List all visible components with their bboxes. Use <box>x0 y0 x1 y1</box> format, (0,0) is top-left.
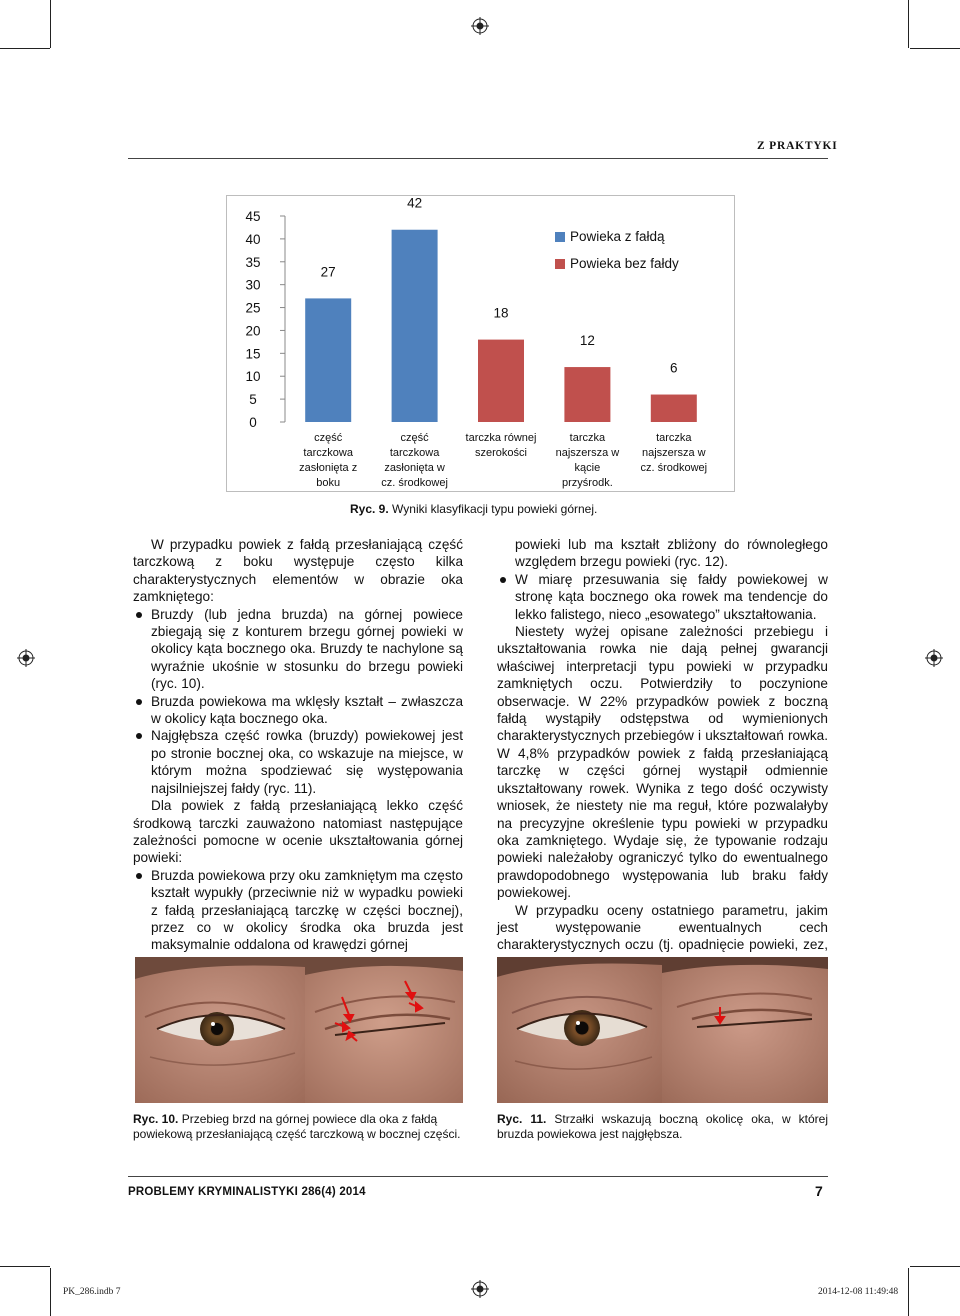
right-column <box>497 536 828 971</box>
registration-mark-icon <box>17 649 35 667</box>
crop-mark <box>910 48 960 49</box>
x-tick-label: cz. środkowej <box>640 462 708 474</box>
bar-value-label: 42 <box>407 196 423 211</box>
figure-10-caption <box>133 1112 465 1142</box>
y-tick-label: 15 <box>245 346 261 362</box>
crop-mark <box>0 1266 50 1267</box>
y-tick-label: 10 <box>245 369 261 385</box>
bar <box>305 298 351 422</box>
y-tick-label: 35 <box>245 254 261 270</box>
figure-11-label: Ryc. 11. <box>497 1112 547 1126</box>
x-tick-label: boku <box>316 477 341 489</box>
eye-photo-closed <box>662 957 828 1103</box>
x-tick-label: przyśrodk. <box>562 477 613 489</box>
bullet-item: Bruzda powiekowa ma wklęsły kształt – zwłaszcza w okolicy kąta bocznego oka. <box>133 693 463 728</box>
bullet-item: Bruzdy (lub jedna bruzda) na górnej powiece zbiegają się z konturem brzegu górnej powieki w okolicy kąta bocznego oka. Bruzdy te nachylone są wyraźnie ukośnie w stosunku do brzegu powieki (ryc. 10). <box>133 606 463 693</box>
x-tick-label: najszersza w <box>555 447 620 459</box>
y-tick-label: 40 <box>245 231 261 247</box>
figure-11-caption <box>497 1112 828 1142</box>
bar-chart <box>226 195 735 492</box>
eye-photo-closed <box>305 957 463 1103</box>
left-column <box>133 536 463 954</box>
crop-mark <box>908 1268 909 1316</box>
figure-10-label: Ryc. 10. <box>133 1112 179 1126</box>
registration-mark-icon <box>471 1280 489 1298</box>
figure-10-text: Przebieg brzd na górnej powiece dla oka z fałdą powiekową przesłaniającą część tarczkową w bocznej części. <box>133 1112 461 1141</box>
x-tick-label: tarczkowa <box>389 447 440 459</box>
slug-date: 2014-12-08 11:49:48 <box>818 1287 899 1297</box>
paragraph: W przypadku powiek z fałdą przesłaniającą część tarczkową z boku występuje często kilka charakterystycznych elementów w obrazie oka zamkniętego: <box>133 537 463 605</box>
paragraph: W przypadku oceny ostatniego parametru, jakim jest występowanie ewentualnych cech charakterystycznych oczu (tj. opadnięcie powieki, zez, <box>497 902 828 953</box>
slug-file: PK_286.indb 7 <box>63 1287 121 1297</box>
crop-mark <box>0 48 50 49</box>
registration-mark-icon <box>471 17 489 35</box>
eye-photo-open <box>135 957 305 1103</box>
header-rule <box>128 158 828 159</box>
x-tick-label: część <box>400 432 429 444</box>
bar <box>478 340 524 422</box>
bar <box>651 395 697 422</box>
journal-title: PROBLEMY KRYMINALISTYKI 286(4) 2014 <box>128 1186 366 1198</box>
crop-mark <box>908 0 909 48</box>
chart-caption <box>350 502 597 516</box>
y-tick-label: 45 <box>245 209 261 224</box>
x-tick-label: najszersza w <box>642 447 706 459</box>
bar <box>392 230 438 422</box>
crop-mark <box>50 0 51 48</box>
legend-label: Powieka z fałdą <box>570 229 665 244</box>
bar-value-label: 6 <box>670 360 678 376</box>
legend-swatch <box>555 259 565 269</box>
x-tick-label: tarczkowa <box>303 447 353 459</box>
chart-caption-label: Ryc. 9. <box>350 502 389 516</box>
x-tick-label: tarczka <box>656 432 692 444</box>
paragraph: powieki lub ma kształt zbliżony do równoległego względem brzegu powieki (ryc. 12). <box>515 537 828 570</box>
figure-11-text: Strzałki wskazują boczną okolicę oka, w której bruzda powiekowa jest najgłębsza. <box>497 1112 828 1141</box>
x-tick-label: część <box>314 432 343 444</box>
bar-value-label: 18 <box>493 305 509 321</box>
bullet-item: Najgłębsza część rowka (bruzdy) powiekowej jest po stronie bocznej oka, co wskazuje na miejsce, w którym można spodziewać się występowania najsilniejszej fałdy (ryc. 11). <box>133 727 463 797</box>
x-tick-label: tarczka <box>569 432 606 444</box>
x-tick-label: cz. środkowej <box>381 477 448 489</box>
crop-mark <box>50 1268 51 1316</box>
y-tick-label: 0 <box>249 415 257 430</box>
x-tick-label: zasłonięta w <box>384 462 445 474</box>
legend-label: Powieka bez fałdy <box>570 256 679 271</box>
section-label: Z PRAKTYKI <box>757 140 838 152</box>
bar-value-label: 27 <box>320 264 336 280</box>
bullet-item: Bruzda powiekowa przy oku zamkniętym ma często kształt wypukły (przeciwnie niż w wypadku powieki z fałdą przesłaniającą tarczkę w części bocznej), przez co w okolicy środka oka bruzda jest maksymalnie oddalona od krawędzi górnej <box>133 867 463 954</box>
x-tick-label: kącie <box>574 462 601 474</box>
y-tick-label: 20 <box>245 323 261 339</box>
chart-caption-text: Wyniki klasyfikacji typu powieki górnej. <box>392 502 598 516</box>
paragraph: Niestety wyżej opisane zależności przebiegu i ukształtowania rowka nie dają pełnej gwarancji właściwej interpretacji typu powieki w przypadku zamkniętych oczu. Potwierdziły to poczynione obserwacje. W 22% przypadków powiek z boczną fałdą wystąpiły odstępstwa od wymienionych charakterystycznych przebiegów i ukształtowań rowka. W 4,8% przypadków powiek z fałdą przesłaniającą tarczkę w części górnej wystąpił odmiennie ukształtowany rowek. Wynika z tego dość oczywisty wniosek, że niestety nie ma reguł, które pozwalałyby na precyzyjne określenie typu powieki w przypadku oka zamkniętego. Wydaje się, że typowanie rodzaju powieki należałoby ograniczyć tylko do ewentualnego prawdopodobnego występowania lub braku fałdy powiekowej. <box>497 624 828 901</box>
footer-rule <box>128 1176 828 1177</box>
page-number: 7 <box>815 1183 823 1199</box>
crop-mark <box>910 1266 960 1267</box>
x-tick-label: zasłonięta z <box>299 462 358 474</box>
y-tick-label: 25 <box>245 300 261 316</box>
bar-chart-svg <box>227 196 734 491</box>
x-tick-label: tarczka równej <box>465 432 537 444</box>
paragraph: Dla powiek z fałdą przesłaniającą lekko część środkową tarczki zauważono natomiast następujące zależności pomocne w ocenie ukształtowania górnej powieki: <box>133 798 463 866</box>
legend-swatch <box>555 232 565 242</box>
y-tick-label: 30 <box>245 277 261 293</box>
bar <box>564 367 610 422</box>
x-tick-label: szerokości <box>475 447 527 459</box>
bar-value-label: 12 <box>579 333 595 349</box>
registration-mark-icon <box>925 649 943 667</box>
eye-photo-open <box>497 957 662 1103</box>
y-tick-label: 5 <box>249 392 257 408</box>
bullet-item: W miarę przesuwania się fałdy powiekowej w stronę kąta bocznego oka rowek ma tendencje do lekko falistego, nieco „esowatego” ukształtowania. <box>497 571 828 623</box>
